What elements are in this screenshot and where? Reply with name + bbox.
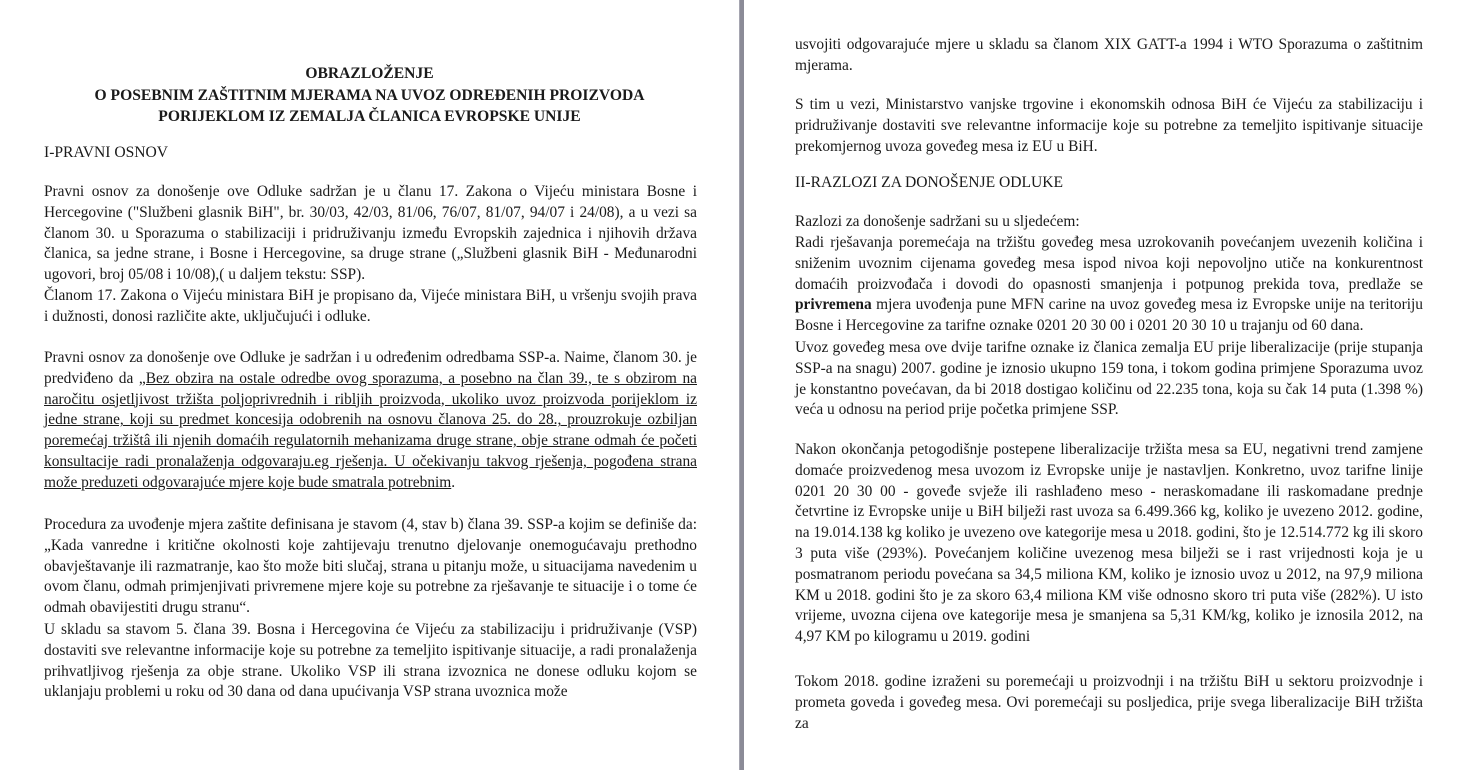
paragraph-liberalization-trend: Nakon okončanja petogodišnje postepene liberalizacije tržišta mesa sa EU, negativni trend zamjene domaće proizvedenog mesa uvozom iz Evropske unije je nastavljen. Konkretno, uvoz tarifne linije 0201 20 30 00 - goveđe svježe ili rashlađeno meso - neraskomadane ili raskomadane prednje četvrtine iz Evropske unije u BiH bilježi rast uvoza sa 6.499.366 kg, koliko je uvezeno 2012. godine, na 19.014.138 kg koliko je uvezeno ove kategorije mesa u 2018. godini, što je 12.514.772 kg ili skoro 3 puta više (293%). Povećanjem količine uvezenog mesa bilježi se i rast vrijednosti koja je u posmatranom periodu povećana sa 34,5 miliona KM, koliko je iznosio uvoz u 2012, na 97,9 miliona KM u 2018. godini što je za skoro 63,4 miliona KM više odnosno skoro tri puta više (282%). U isto vrijeme, uvozna cijena ove kategorije mesa je smanjena sa 5,31 KM/kg, koliko je iznosila 2012, na 4,97 KM po kilogramu u 2019. godini (795, 441, 1423, 646)
paragraph-article-17: Članom 17. Zakona o Vijeću ministara BiH je propisano da, Vijeće ministara BiH, u vršenju svojih prava i dužnosti, donosi različite akte, uključujući i odluke. (44, 287, 697, 325)
left-page (0, 0, 739, 770)
proposal-bold-term: privremena (795, 296, 872, 314)
title-line-3: PORIJEKLOM IZ ZEMALJA ČLANICA EVROPSKE UNIJE (158, 108, 581, 125)
proposal-text-end: mjera uvođenja pune MFN carine na uvoz goveđeg mesa iz Evropske unije na teritoriju Bosne i Hercegovine za tarifne oznake 0201 20 30 00 i 0201 20 30 10 u trajanju od 60 dana. (795, 296, 1423, 335)
paragraph-import-volume: Uvoz goveđeg mesa ove dvije tarifne oznake iz članica zemalja EU prije liberalizacije (prije stupanja SSP-a na snagu) 2007. godine je iznosio ukupno 159 tona, i tokom godina primjene Sporazuma uvoz je konstantno povećavan, da bi 2018 dostigao količinu od 22.235 tona, koja su čak 14 puta (1.398 %) veća u odnosu na period prije početka primjene SSP. (795, 339, 1423, 419)
paragraph-2018-disruptions: Tokom 2018. godine izraženi su poremećaji u proizvodnji i na tržištu BiH u sektoru proizvodnje i prometa goveda i goveđeg mesa. Ovi poremećaji su posljedica, prije svega liberalizacije BiH tržišta za (795, 673, 1423, 732)
paragraph-ssp-intro: Pravni osnov za donošenje ove Odluke je sadržan i u određenim odredbama SSP-a. Naime, članom 30. je predviđeno da (44, 349, 697, 387)
paragraph-proposal (795, 233, 1423, 337)
paragraph-procedure: Procedura za uvođenje mjera zaštite definisana je stavom (4, stav b) člana 39. SSP-a kojim se definiše da: „Kada vanredne i kritične okolnosti koje zahtijevaju trenutno djelovanje onemogućavaju prethodno obavještavanje ili razmatranje, kao što može biti slučaj, strana u pitanju može, u situacijama navedenim u ovom članu, odmah primjenjivati privremene mjere koje su potrebne za rješavanje te situacije i o tome će odmah obavijestiti drugu stranu“. (44, 516, 697, 617)
right-page (744, 0, 1479, 770)
paragraph-legal-basis: Pravni osnov za donošenje ove Odluke sadržan je u članu 17. Zakona o Vijeću ministara Bosne i Hercegovine ("Službeni glasnik BiH", br. 30/03, 42/03, 81/06, 76/07, 81/07, 94/07 i 24/08), a u vezi sa članom 30. u Sporazuma o stabilizaciji i pridruživanju između Evropskih zajednica i njihovih država članica, sa jedne strane, i Bosne i Hercegovine, sa druge strane („Službeni glasnik BiH - Međunarodni ugovori, broj 05/08 i 10/08),( u daljem tekstu: SSP). (44, 183, 697, 284)
quoted-article-30: „Bez obzira na ostale odredbe ovog sporazuma, a posebno na član 39., te s obzirom na naročitu osjetljivost tržišta poljoprivrednih i ribljih proizvoda, ukoliko uvoz proizvoda porijeklom iz jedne strane, koji su predmet koncesija odobrenih na osnovu članova 25. do 28., prouzrokuje ozbiljan poremećaj tržištâ ili njenih domaćih regulatornih mehanizama druge strane, obje strane odmah će početi konsultacije radi pronalaženja odgovaraju.eg rješenja. U očekivanju takvog rješenja, pogođena strana može preduzeti odgovarajuće mjere koje bude smatrala potrebnim (44, 369, 697, 491)
title-line-2: O POSEBNIM ZAŠTITNIM MJERAMA NA UVOZ ODREĐENIH PROIZVODA (94, 86, 645, 104)
document-title (0, 63, 739, 128)
paragraph-ministry: S tim u vezi, Ministarstvo vanjske trgovine i ekonomskih odnosa BiH će Vijeću za stabilizaciju i pridruživanje dostaviti sve relevantne informacije koje su potrebne za temeljito ispitivanje situacije prekomjernog uvoza goveđeg mesa iz EU u BiH. (795, 96, 1423, 155)
proposal-text-start: Radi rješavanja poremećaja na tržištu goveđeg mesa uzrokovanih povećanjem uvezenih količina i sniženim uvoznim cijenama goveđeg mesa ispod nivoa koji nepovoljno utiče na konkurentnost domaćih proizvođača i dovodi do opasnosti smanjenja i potpunog prekida tova, predlaže se (795, 234, 1423, 293)
paragraph-reasons-intro: Razlozi za donošenje sadržani su u sljedećem: (795, 213, 1080, 230)
paragraph-ssp-end: . (451, 473, 456, 491)
paragraph-gatt: usvojiti odgovarajuće mjere u skladu sa članom XIX GATT-a 1994 i WTO Sporazuma o zaštitnim mjerama. (795, 36, 1423, 74)
section-heading-pravni-osnov: I-PRAVNI OSNOV (44, 144, 169, 161)
title-line-1: OBRAZLOŽENJE (305, 65, 434, 82)
paragraph-ssp-article-30 (44, 348, 697, 494)
section-heading-razlozi: II-RAZLOZI ZA DONOŠENJE ODLUKE (795, 174, 1064, 191)
paragraph-article-39-5: U skladu sa stavom 5. člana 39. Bosna i Hercegovina će Vijeću za stabilizaciju i pridruživanje (VSP) dostaviti sve relevantne informacije koje su potrebne za temeljito ispitivanje situacije, a radi pronalaženja prihvatljivog rješenja za obje strane. Ukoliko VSP ili strana izvoznica ne donese odluku kojom se uklanjaju problemi u roku od 30 dana od dana upućivanja VSP strana uvoznica može (44, 621, 697, 701)
